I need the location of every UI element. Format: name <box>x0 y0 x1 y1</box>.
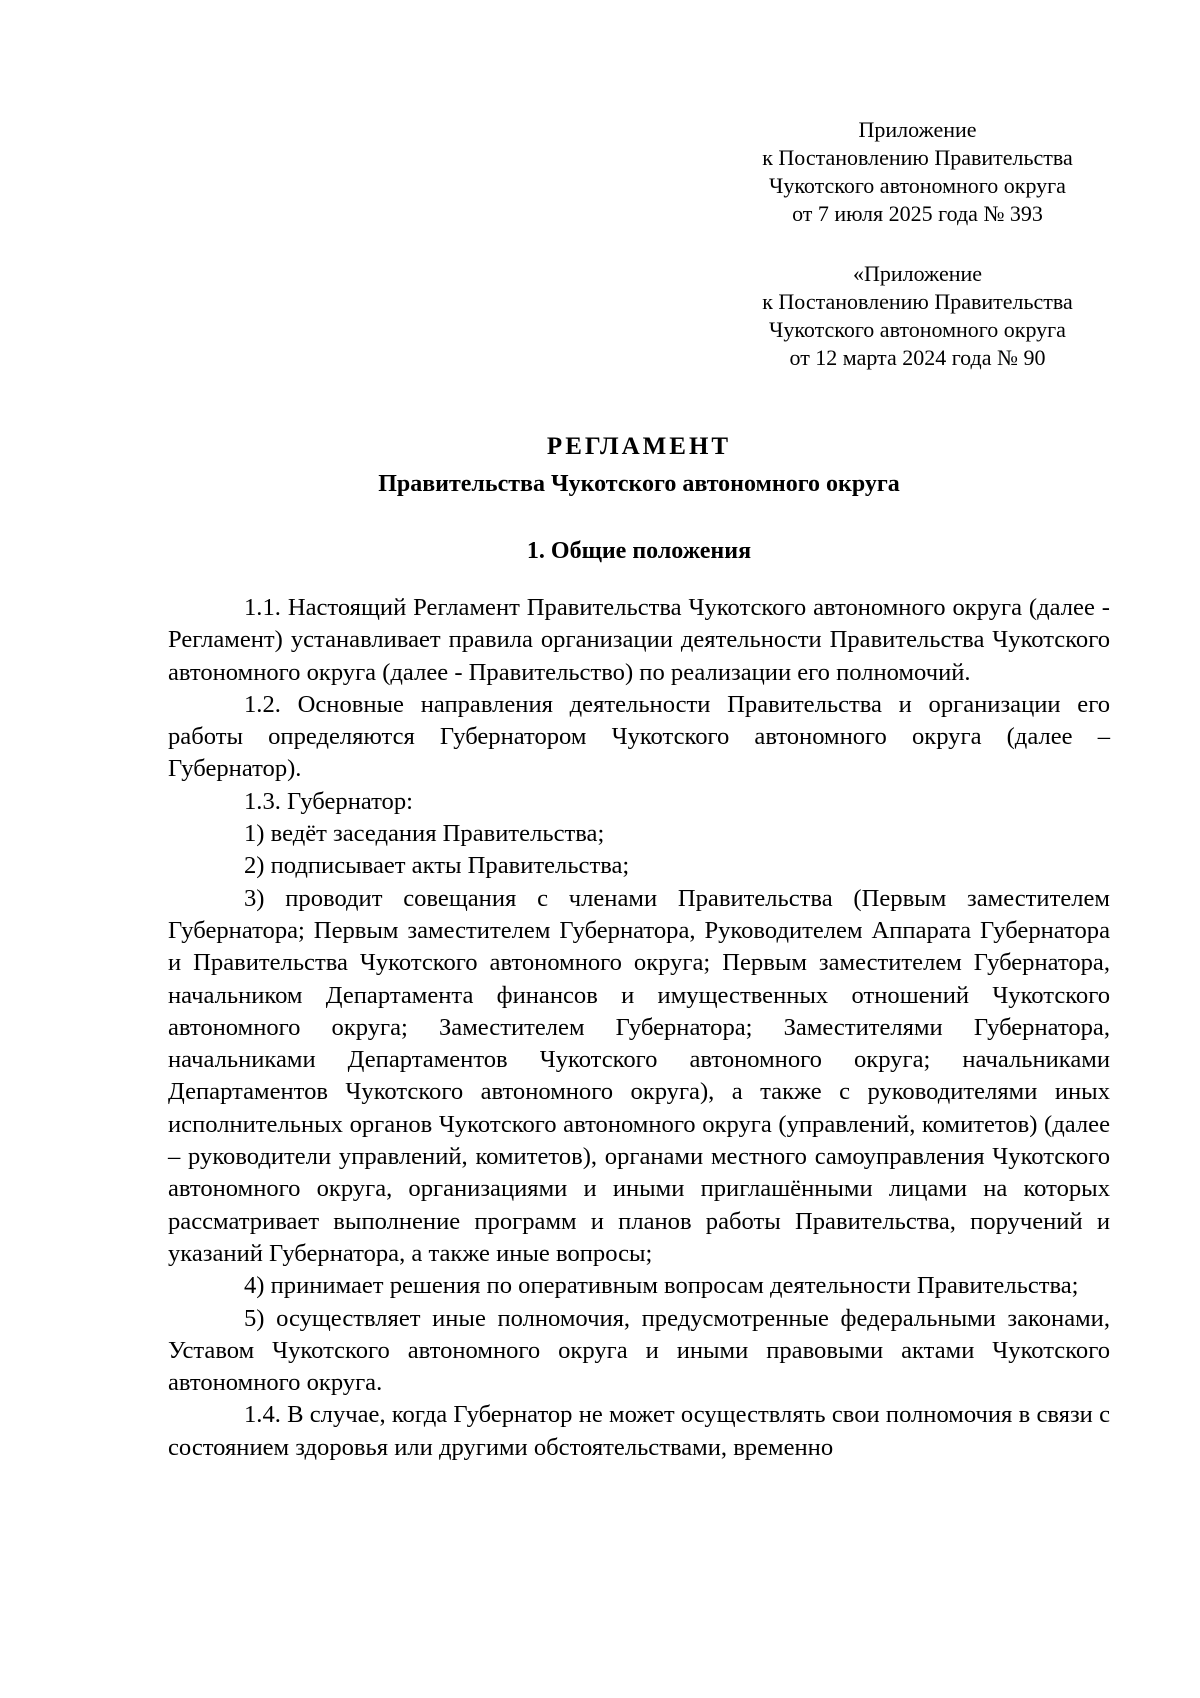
paragraph: 1.1. Настоящий Регламент Правительства Чукотского автономного округа (далее - Регламент) устанавливает правила организации деятельности Правительства Чукотского автономного округа (далее - Правительство) по реализации его полномочий. <box>168 594 1110 686</box>
document-subtitle: Правительства Чукотского автономного округа <box>378 471 900 497</box>
paragraph: 1.2. Основные направления деятельности Правительства и организации его работы определяются Губернатором Чукотского автономного округа (далее – Губернатор). <box>168 690 1110 783</box>
paragraph: 1.4. В случае, когда Губернатор не может осуществлять свои полномочия в связи с состоянием здоровья или другими обстоятельствами, временно <box>168 1401 1110 1461</box>
appendix-line: от 7 июля 2025 года № 393 <box>792 201 1043 226</box>
paragraph: 4) принимает решения по оперативным вопросам деятельности Правительства; <box>244 1272 1079 1300</box>
paragraph: 1) ведёт заседания Правительства; <box>244 820 605 848</box>
appendix-line: от 12 марта 2024 года № 90 <box>789 345 1046 370</box>
section-heading: 1. Общие положения <box>526 538 752 564</box>
appendix-line: к Постановлению Правительства <box>762 289 1073 314</box>
appendix-line: «Приложение <box>852 261 983 286</box>
appendix-line: Приложение <box>858 117 977 142</box>
document-body <box>168 592 1110 1464</box>
appendix-header-original <box>735 260 1100 372</box>
paragraph: 3) проводит совещания с членами Правительства (Первым заместителем Губернатора; Первым заместителем Губернатора, Руководителем Аппарата Губернатора и Правительства Чукотского автономного округа; Первым заместителем Губернатора, начальником Департамента финансов и имущественных отношений Чукотского автономного округа; Заместителем Губернатора; Заместителями Губернатора, начальниками Департаментов Чукотского автономного округа; начальниками Департаментов Чукотского автономного округа), а также с руководителями иных исполнительных органов Чукотского автономного округа (управлений, комитетов) (далее – руководители управлений, комитетов), органами местного самоуправления Чукотского автономного округа, организациями и иными приглашёнными лицами на которых рассматривает выполнение программ и планов работы Правительства, поручений и указаний Губернатора, а также иные вопросы; <box>168 884 1110 1267</box>
appendix-line: Чукотского автономного округа <box>769 173 1066 198</box>
paragraph: 2) подписывает акты Правительства; <box>244 852 630 880</box>
paragraph: 5) осуществляет иные полномочия, предусмотренные федеральными законами, Уставом Чукотского автономного округа и иными правовыми актами Чукотского автономного округа. <box>168 1304 1110 1397</box>
appendix-line: Чукотского автономного округа <box>769 317 1066 342</box>
appendix-header-current <box>735 116 1100 228</box>
document-title: РЕГЛАМЕНТ <box>546 433 732 460</box>
appendix-line: к Постановлению Правительства <box>762 145 1073 170</box>
paragraph: 1.3. Губернатор: <box>244 787 413 815</box>
